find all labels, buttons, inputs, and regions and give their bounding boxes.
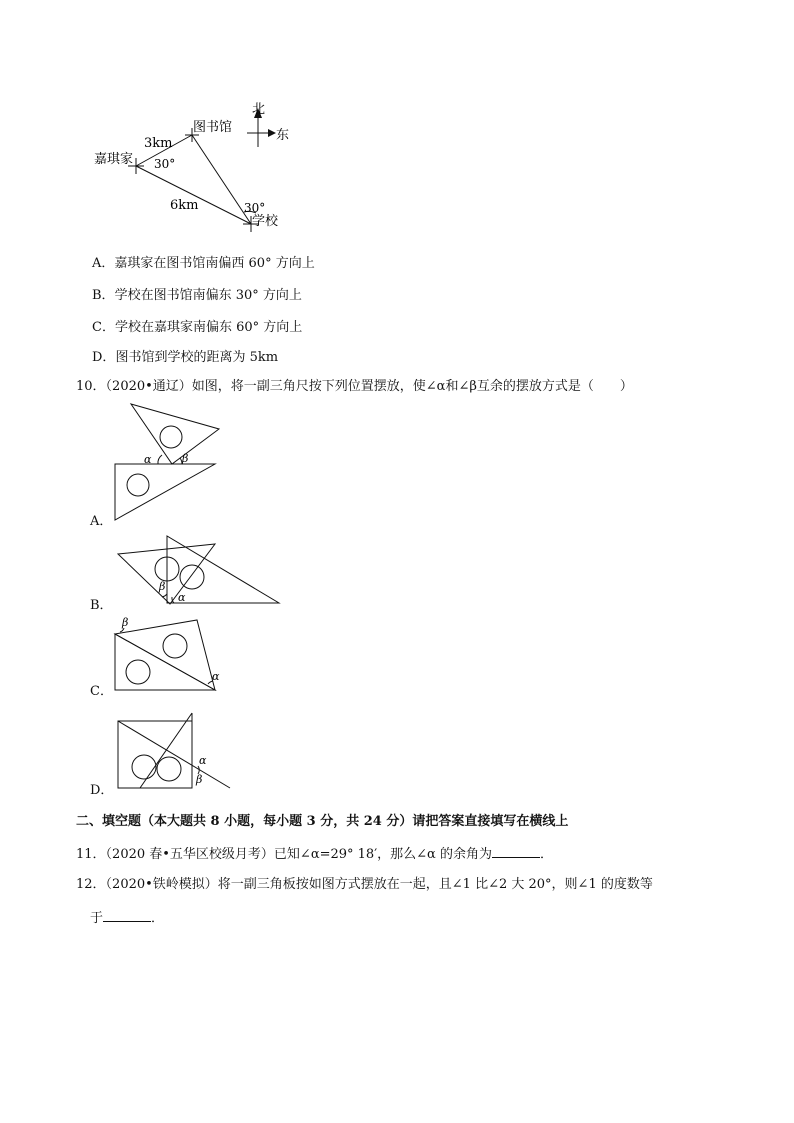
q10-d-beta-label: β [196,773,203,786]
q11-question: 11．（2020 春•五华区校级月考）已知∠α=29° 18′，那么∠α 的余角为 ． [76,847,553,862]
q10-option-c-label: C． [90,684,113,699]
q10-question: 10．（2020•通辽）如图，将一副三角尺按下列位置摆放，使∠α和∠β互余的摆放方式是（ ） [76,379,633,394]
library-label: 图书馆 [193,120,233,135]
angle-school-label: 30° [244,201,266,215]
q10-option-b-label: B． [90,598,113,613]
q9-option-b: B．学校在图书馆南偏东 30° 方向上 [92,288,302,303]
section-2-heading: 二、填空题（本大题共 8 小题，每小题 3 分，共 24 分）请把答案直接填写在横线上 [76,814,569,829]
compass-east-label: 东 [276,128,290,143]
q10-a-alpha-label: α [144,453,152,466]
q10-option-d-figure [110,708,240,793]
q10-b-beta-label: β [159,580,166,593]
q10-option-d-label: D． [90,783,114,798]
q10-a-beta-label: β [182,452,189,465]
q11-answer-blank[interactable] [492,845,540,858]
direction-map-figure [0,0,330,240]
q9-option-a: A．嘉琪家在图书馆南偏西 60° 方向上 [92,256,315,271]
q10-option-b-figure [110,530,285,610]
home-label: 嘉琪家 [94,152,134,167]
angle-home-label: 30° [154,157,176,171]
q10-b-alpha-label: α [178,591,186,604]
q10-c-alpha-label: α [212,670,220,683]
east-arrow-icon [268,129,276,137]
q12-question-cont: 于 ． [90,911,165,926]
q12-answer-blank[interactable] [103,909,151,922]
q10-c-beta-label: β [122,616,129,629]
school-label: 学校 [252,214,279,229]
q10-option-a-label: A． [90,514,113,529]
q10-option-c-figure [110,610,230,695]
distance-long-label: 6km [170,198,199,213]
q9-option-c: C．学校在嘉琪家南偏东 60° 方向上 [92,320,303,335]
q9-option-d: D．图书馆到学校的距离为 5km [92,350,279,365]
q10-d-alpha-label: α [199,754,207,767]
distance-short-label: 3km [144,136,173,151]
q12-question: 12．（2020•铁岭模拟）将一副三角板按如图方式摆放在一起，且∠1 比∠2 大 20°，则∠1 的度数等 [76,877,653,892]
compass-north-label: 北 [252,102,266,117]
q10-option-a-figure [110,400,230,525]
